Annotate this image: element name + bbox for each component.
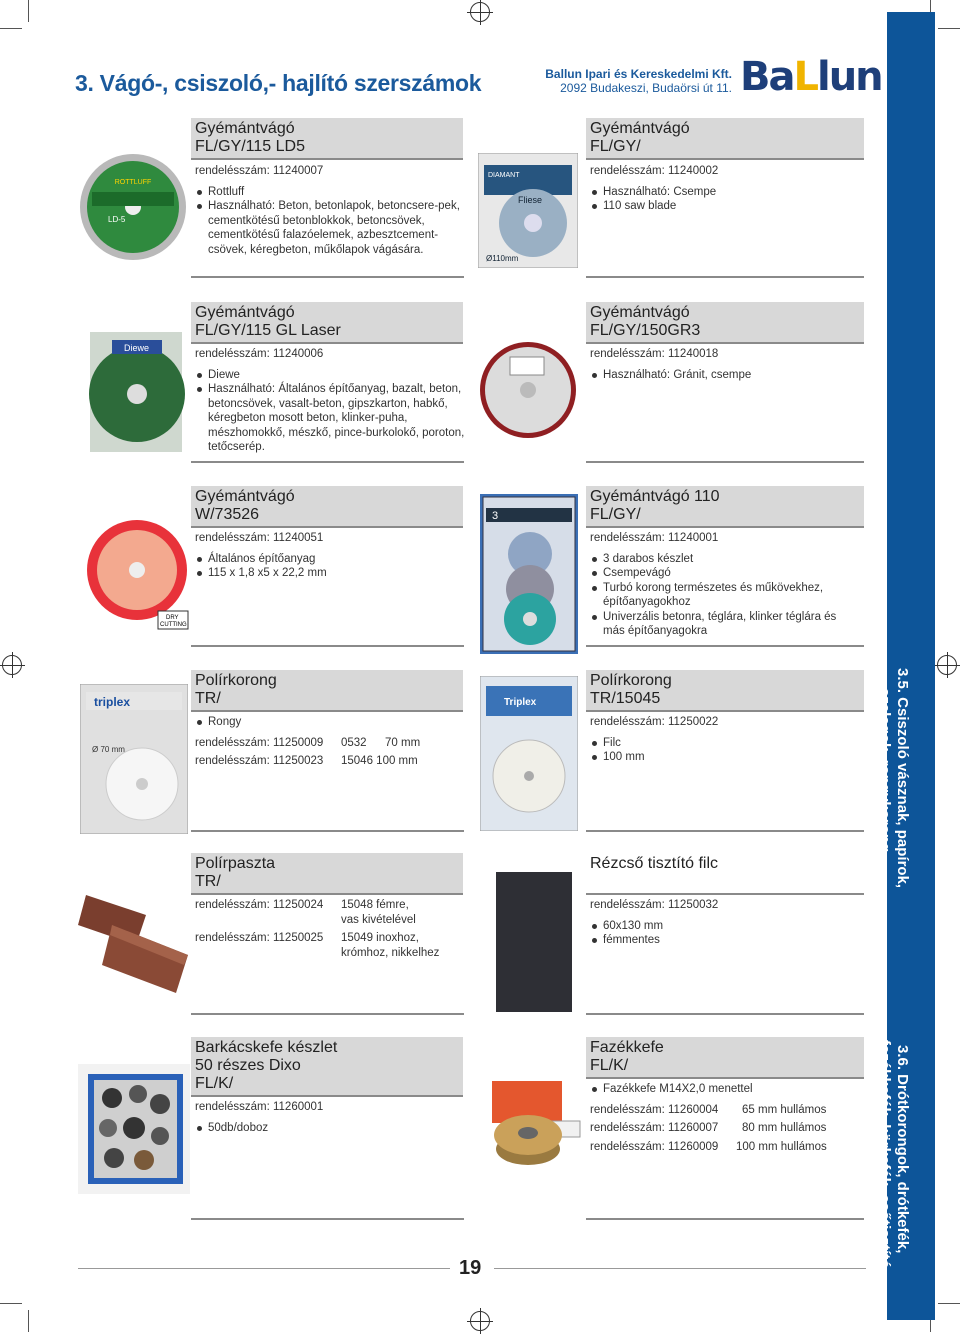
product-header: Polírpaszta TR/ <box>191 853 463 895</box>
section-rule <box>586 276 864 278</box>
product-text <box>195 164 475 257</box>
product-text <box>195 898 485 960</box>
img-label: DIAMANT <box>488 172 520 179</box>
order-row: rendelésszám: 11250009 0532 70 mm <box>195 736 421 749</box>
order-row: rendelésszám: 11260004 65 mm hullámos <box>590 1103 827 1116</box>
feature-bullet: Rongy <box>195 715 485 730</box>
registration-mark-icon <box>470 1311 490 1331</box>
cup-brush-image <box>488 1075 584 1175</box>
registration-mark-icon <box>937 655 957 675</box>
feature-bullet: 100 mm <box>590 750 860 765</box>
order-number: rendelésszám: 11240051 <box>195 532 324 544</box>
img-label: DRY <box>166 615 179 621</box>
section-rule <box>191 645 464 647</box>
section-rule <box>191 830 464 832</box>
feature-bullet: Használható: Csempe <box>590 185 860 200</box>
order-number: rendelésszám: 11250022 <box>590 716 719 728</box>
img-label: Ø 70 mm <box>92 745 125 754</box>
product-header: Gyémántvágó FL/GY/115 LD5 <box>191 118 463 160</box>
company-name: Ballun Ipari és Kereskedelmi Kft. <box>545 67 732 81</box>
img-label: LD-5 <box>108 215 126 224</box>
feature-bullet: Használható: Általános építőanyag, bazalt, beton, betoncsövek, vasalt-beton, gipszkarton, habkő, kéregbeton mosott beton, klinker-puha, mészhomokkő, mészkő, pince-burkolokő, poroton, tetőcserép. <box>195 382 475 455</box>
brush-set-box-image <box>78 1064 190 1194</box>
order-row: rendelésszám: 11250023 15046 100 mm <box>195 755 418 767</box>
side-tab-label: 3.6. Drótkorongok, drótkefék, <box>894 1045 911 1254</box>
order-row: vas kivételével <box>341 913 416 926</box>
product-header: Rézcső tisztító filc <box>586 853 864 895</box>
order-number: rendelésszám: 11240006 <box>195 348 324 360</box>
section-rule <box>586 461 864 463</box>
section-rule <box>586 1218 864 1220</box>
order-row: rendelésszám: 11260009 100 mm hullámos <box>590 1140 827 1153</box>
feature-bullet: Rottluff <box>195 185 475 200</box>
section-rule <box>191 276 464 278</box>
granite-blade-image <box>478 335 578 445</box>
side-tab-label: fazékkefék, körkefék, csőtisztító <box>876 1040 893 1269</box>
order-row: krómhoz, nikkelhez <box>341 946 440 959</box>
feature-bullet: Használható: Gránit, csempe <box>590 368 860 383</box>
tile-blade-image <box>478 153 578 268</box>
crop-mark <box>0 28 22 29</box>
feature-bullet: Általános építőanyag <box>195 552 475 567</box>
product-header: Polírkorong TR/15045 <box>586 670 864 712</box>
feature-bullet: 3 darabos készlet <box>590 552 860 567</box>
product-text <box>590 1082 860 1154</box>
diamond-blade-w73526-image <box>82 515 192 630</box>
feature-bullet: 115 x 1,8 x5 x 22,2 mm <box>195 566 475 581</box>
page-number: 19 <box>459 1257 482 1279</box>
section-rule <box>586 830 864 832</box>
feature-bullet: 50db/doboz <box>195 1121 475 1136</box>
product-header: Polírkorong TR/ <box>191 670 463 712</box>
crop-mark <box>28 0 29 22</box>
feature-bullet: Univerzális betonra, téglára, klinker téglára és más építőanyagokra <box>590 610 860 639</box>
section-rule <box>191 1013 464 1015</box>
product-text <box>195 347 475 455</box>
img-label: Fliese <box>518 195 543 205</box>
section-rule <box>586 645 864 647</box>
product-text <box>195 715 485 769</box>
company-address: 2092 Budakeszi, Budaörsi út 11. <box>560 81 732 95</box>
company-info <box>520 67 732 95</box>
feature-bullet: Diewe <box>195 368 475 383</box>
product-text <box>195 531 475 581</box>
feature-bullet: Fazékkefe M14X2,0 menettel <box>590 1082 860 1097</box>
side-tab-label: 3.5. Csiszoló vásznak, papírok, <box>894 668 911 889</box>
product-text <box>590 347 860 382</box>
feature-bullet: Használható: Beton, betonlapok, betoncsere-pek, cementkötésű betonblokkok, betoncsövek, cementkötésű falazóelemek, azbesztcement-csövek, kéregbeton, műkőlapok vágására. <box>195 199 475 257</box>
feature-bullet: fémmentes <box>590 933 860 948</box>
order-row: rendelésszám: 11250025 15049 inoxhoz, <box>195 932 420 944</box>
feature-bullet: Turbó korong természetes és műkövekhez, építőanyagokhoz <box>590 581 860 610</box>
product-header: Fazékkefe FL/K/ <box>586 1037 864 1079</box>
blade-set-image <box>480 494 578 654</box>
footer-rule <box>494 1268 866 1269</box>
registration-mark-icon <box>470 2 490 22</box>
crop-mark <box>938 1303 960 1304</box>
img-label: Triplex <box>504 697 537 708</box>
side-tab-label: szalagok, rongykorong, <box>876 688 893 857</box>
section-rule <box>191 1218 464 1220</box>
img-label: ROTTLUFF <box>114 179 152 186</box>
feature-bullet: 60x130 mm <box>590 919 860 934</box>
product-text <box>590 531 860 639</box>
page-title: 3. Vágó-, csiszoló,- hajlító szerszámok <box>75 70 482 96</box>
product-header: Gyémántvágó FL/GY/115 GL Laser <box>191 302 463 344</box>
product-header: Gyémántvágó FL/GY/150GR3 <box>586 302 864 344</box>
order-number: rendelésszám: 11260001 <box>195 1101 324 1113</box>
feature-bullet: 110 saw blade <box>590 199 860 214</box>
polishing-paste-image <box>76 885 194 1000</box>
product-header: Gyémántvágó W/73526 <box>191 486 463 528</box>
diamond-blade-laser-image <box>82 332 192 452</box>
crop-mark <box>0 1303 22 1304</box>
img-label: triplex <box>94 695 131 709</box>
product-header: Gyémántvágó FL/GY/ <box>586 118 864 160</box>
product-header: Barkácskefe készlet 50 részes Dixo FL/K/ <box>191 1037 463 1097</box>
order-number: rendelésszám: 11240007 <box>195 165 324 177</box>
feature-bullet: Csempevágó <box>590 566 860 581</box>
img-label: Ø110mm <box>486 254 519 263</box>
product-text <box>195 1100 475 1135</box>
product-text <box>590 898 860 948</box>
ballun-logo: BaLlun <box>740 54 882 100</box>
section-rule <box>586 1013 864 1015</box>
polishing-rag-wheel-image <box>80 684 188 834</box>
product-header: Gyémántvágó 110 FL/GY/ <box>586 486 864 528</box>
diamond-blade-ld5-image <box>78 152 188 262</box>
felt-pad-image <box>496 872 572 1012</box>
crop-mark <box>28 1310 29 1332</box>
order-number: rendelésszám: 11240018 <box>590 348 719 360</box>
felt-wheel-image <box>480 676 578 831</box>
order-number: rendelésszám: 11240002 <box>590 165 719 177</box>
feature-bullet: Filc <box>590 736 860 751</box>
img-label: 3 <box>492 510 499 522</box>
product-text <box>590 715 860 765</box>
order-row: rendelésszám: 11260007 80 mm hullámos <box>590 1122 827 1134</box>
crop-mark <box>938 28 960 29</box>
img-label: CUTTING <box>160 622 187 628</box>
section-rule <box>191 461 464 463</box>
footer-rule <box>78 1268 450 1269</box>
img-label: Diewe <box>124 343 150 353</box>
order-number: rendelésszám: 11250032 <box>590 899 719 911</box>
order-row: rendelésszám: 11250024 15048 fémre, <box>195 899 409 911</box>
registration-mark-icon <box>2 655 22 675</box>
order-number: rendelésszám: 11240001 <box>590 532 719 544</box>
product-text <box>590 164 860 214</box>
